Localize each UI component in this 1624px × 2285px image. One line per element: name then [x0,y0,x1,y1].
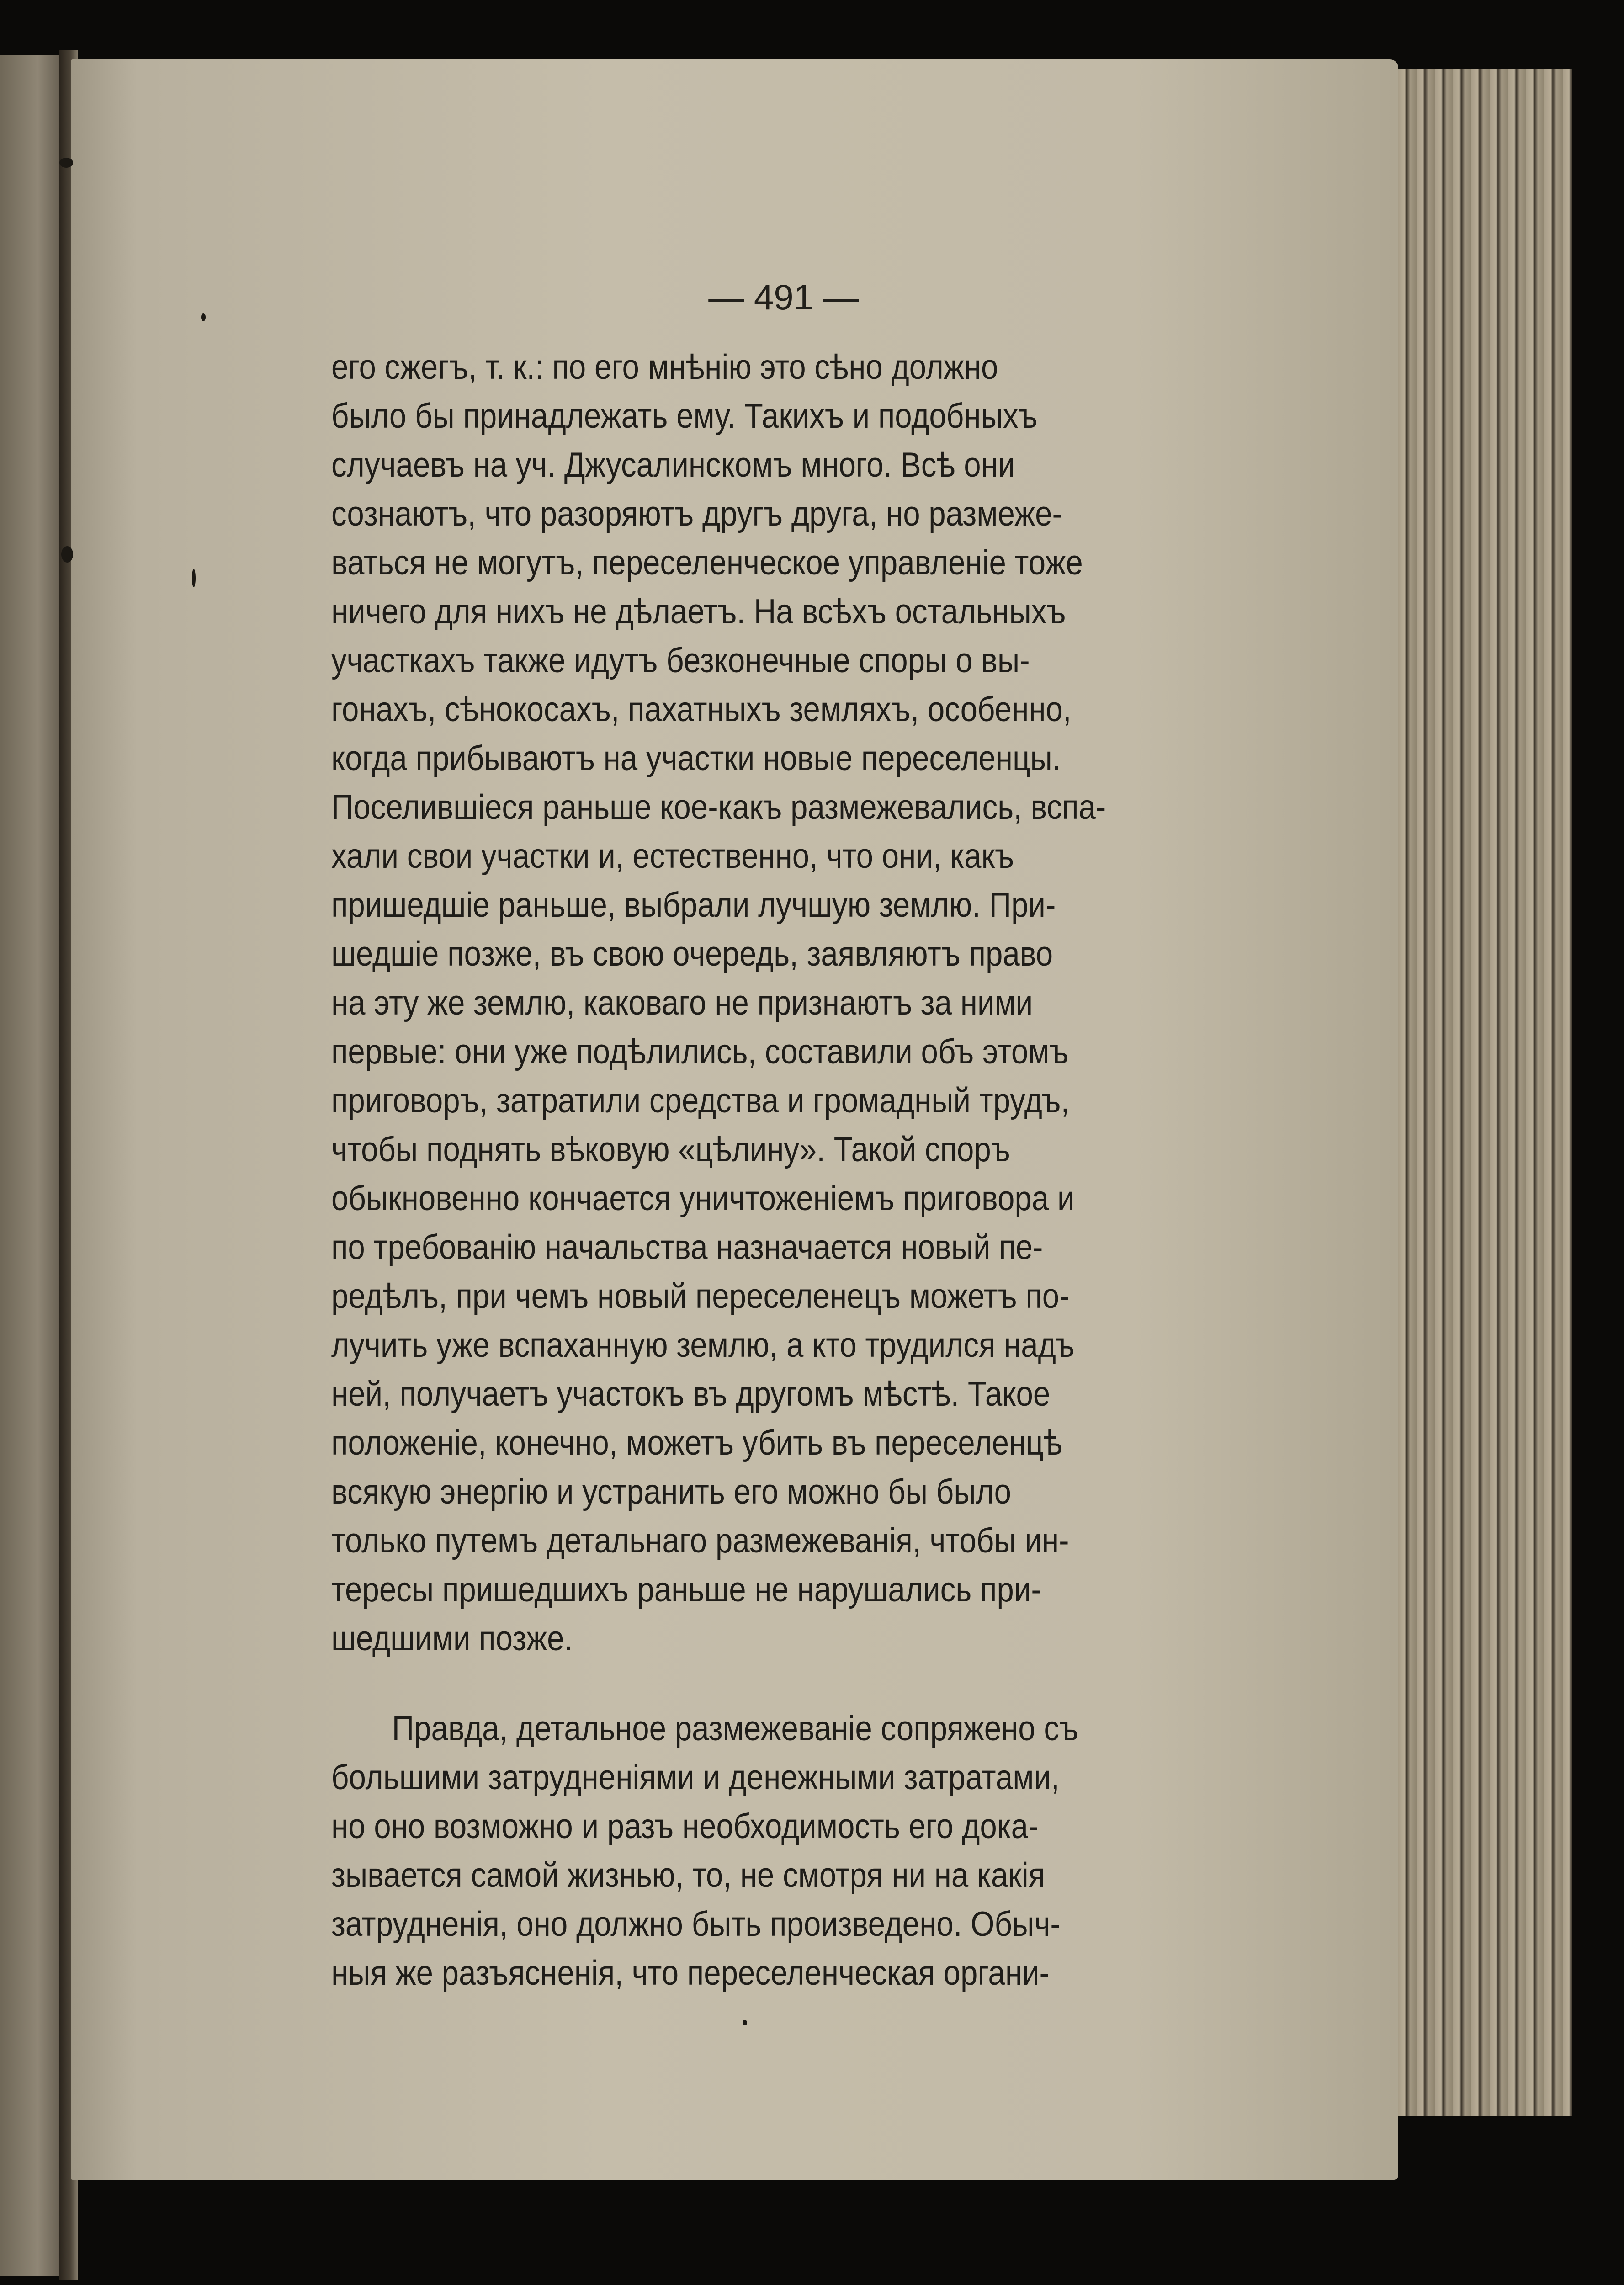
paragraph-2 [331,1704,1213,1998]
binding-thread [61,546,73,563]
text-line: но оно возможно и разъ необходимость его дока- [331,1807,1039,1846]
paragraph-gap [331,1663,1213,1704]
text-line: редѣлъ, при чемъ новый переселенецъ можетъ по- [331,1277,1070,1316]
text-line: затрудненія, оно должно быть произведено. Обыч- [331,1905,1061,1944]
paragraph-1 [331,343,1213,1663]
text-line: ваться не могутъ, переселенческое управленіе тоже [331,543,1083,582]
text-line: когда прибываютъ на участки новые переселенцы. [331,739,1061,778]
text-line: сознаютъ, что разоряютъ другъ друга, но размеже- [331,494,1062,533]
ink-speck [743,2020,747,2025]
text-line: большими затрудненіями и денежными затратами, [331,1758,1060,1797]
text-line: шедшими позже. [331,1619,573,1658]
text-line: было бы принадлежать ему. Такихъ и подобныхъ [331,397,1038,436]
text-line: шедшіе позже, въ свою очередь, заявляютъ право [331,935,1053,973]
ink-speck [192,569,196,587]
text-line: случаевъ на уч. Джусалинскомъ много. Всѣ они [331,446,1015,484]
text-line: пришедшіе раньше, выбрали лучшую землю. При- [331,886,1056,925]
text-line: лучить уже вспаханную землю, а кто трудился надъ [331,1326,1075,1365]
text-line: обыкновенно кончается уничтоженіемъ приговора и [331,1179,1075,1218]
page-edges-stack [1380,69,1572,2116]
text-line: гонахъ, сѣнокосахъ, пахатныхъ земляхъ, особенно, [331,690,1072,729]
text-line: ней, получаетъ участокъ въ другомъ мѣстѣ. Такое [331,1375,1051,1414]
binding-thread [59,158,73,168]
text-line: тересы пришедшихъ раньше не нарушались при- [331,1570,1041,1609]
book-page [71,59,1398,2180]
text-line: участкахъ также идутъ безконечные споры о вы- [331,641,1030,680]
ink-speck [201,313,206,321]
text-line: приговоръ, затратили средства и громадный трудъ, [331,1081,1070,1120]
text-line: только путемъ детальнаго размежеванія, чтобы ин- [331,1521,1069,1560]
text-line: по требованію начальства назначается новый пе- [331,1228,1043,1267]
text-line: Правда, детальное размежеваніе сопряжено съ [392,1709,1079,1748]
text-line: положеніе, конечно, можетъ убить въ переселенцѣ [331,1424,1062,1462]
text-line: чтобы поднять вѣковую «цѣлину». Такой споръ [331,1130,1010,1169]
text-line: первые: они уже подѣлились, составили объ этомъ [331,1032,1069,1071]
text-line: хали свои участки и, естественно, что они, какъ [331,837,1014,876]
left-page-edge [0,55,69,2276]
text-line: всякую энергію и устранить его можно бы было [331,1472,1012,1511]
text-line: на эту же землю, каковаго не признаютъ за ними [331,983,1033,1022]
page-number: — 491 — [708,277,859,317]
text-line: ничего для нихъ не дѣлаетъ. На всѣхъ остальныхъ [331,592,1066,631]
text-line: зывается самой жизнью, то, не смотря ни на какія [331,1856,1046,1895]
text-line: Поселившіеся раньше кое-какъ размежевались, вспа- [331,788,1106,827]
text-line: ныя же разъясненія, что переселенческая органи- [331,1954,1050,1993]
text-line: его сжегъ, т. к.: по его мнѣнію это сѣно должно [331,348,998,387]
text-block [331,343,1213,1998]
